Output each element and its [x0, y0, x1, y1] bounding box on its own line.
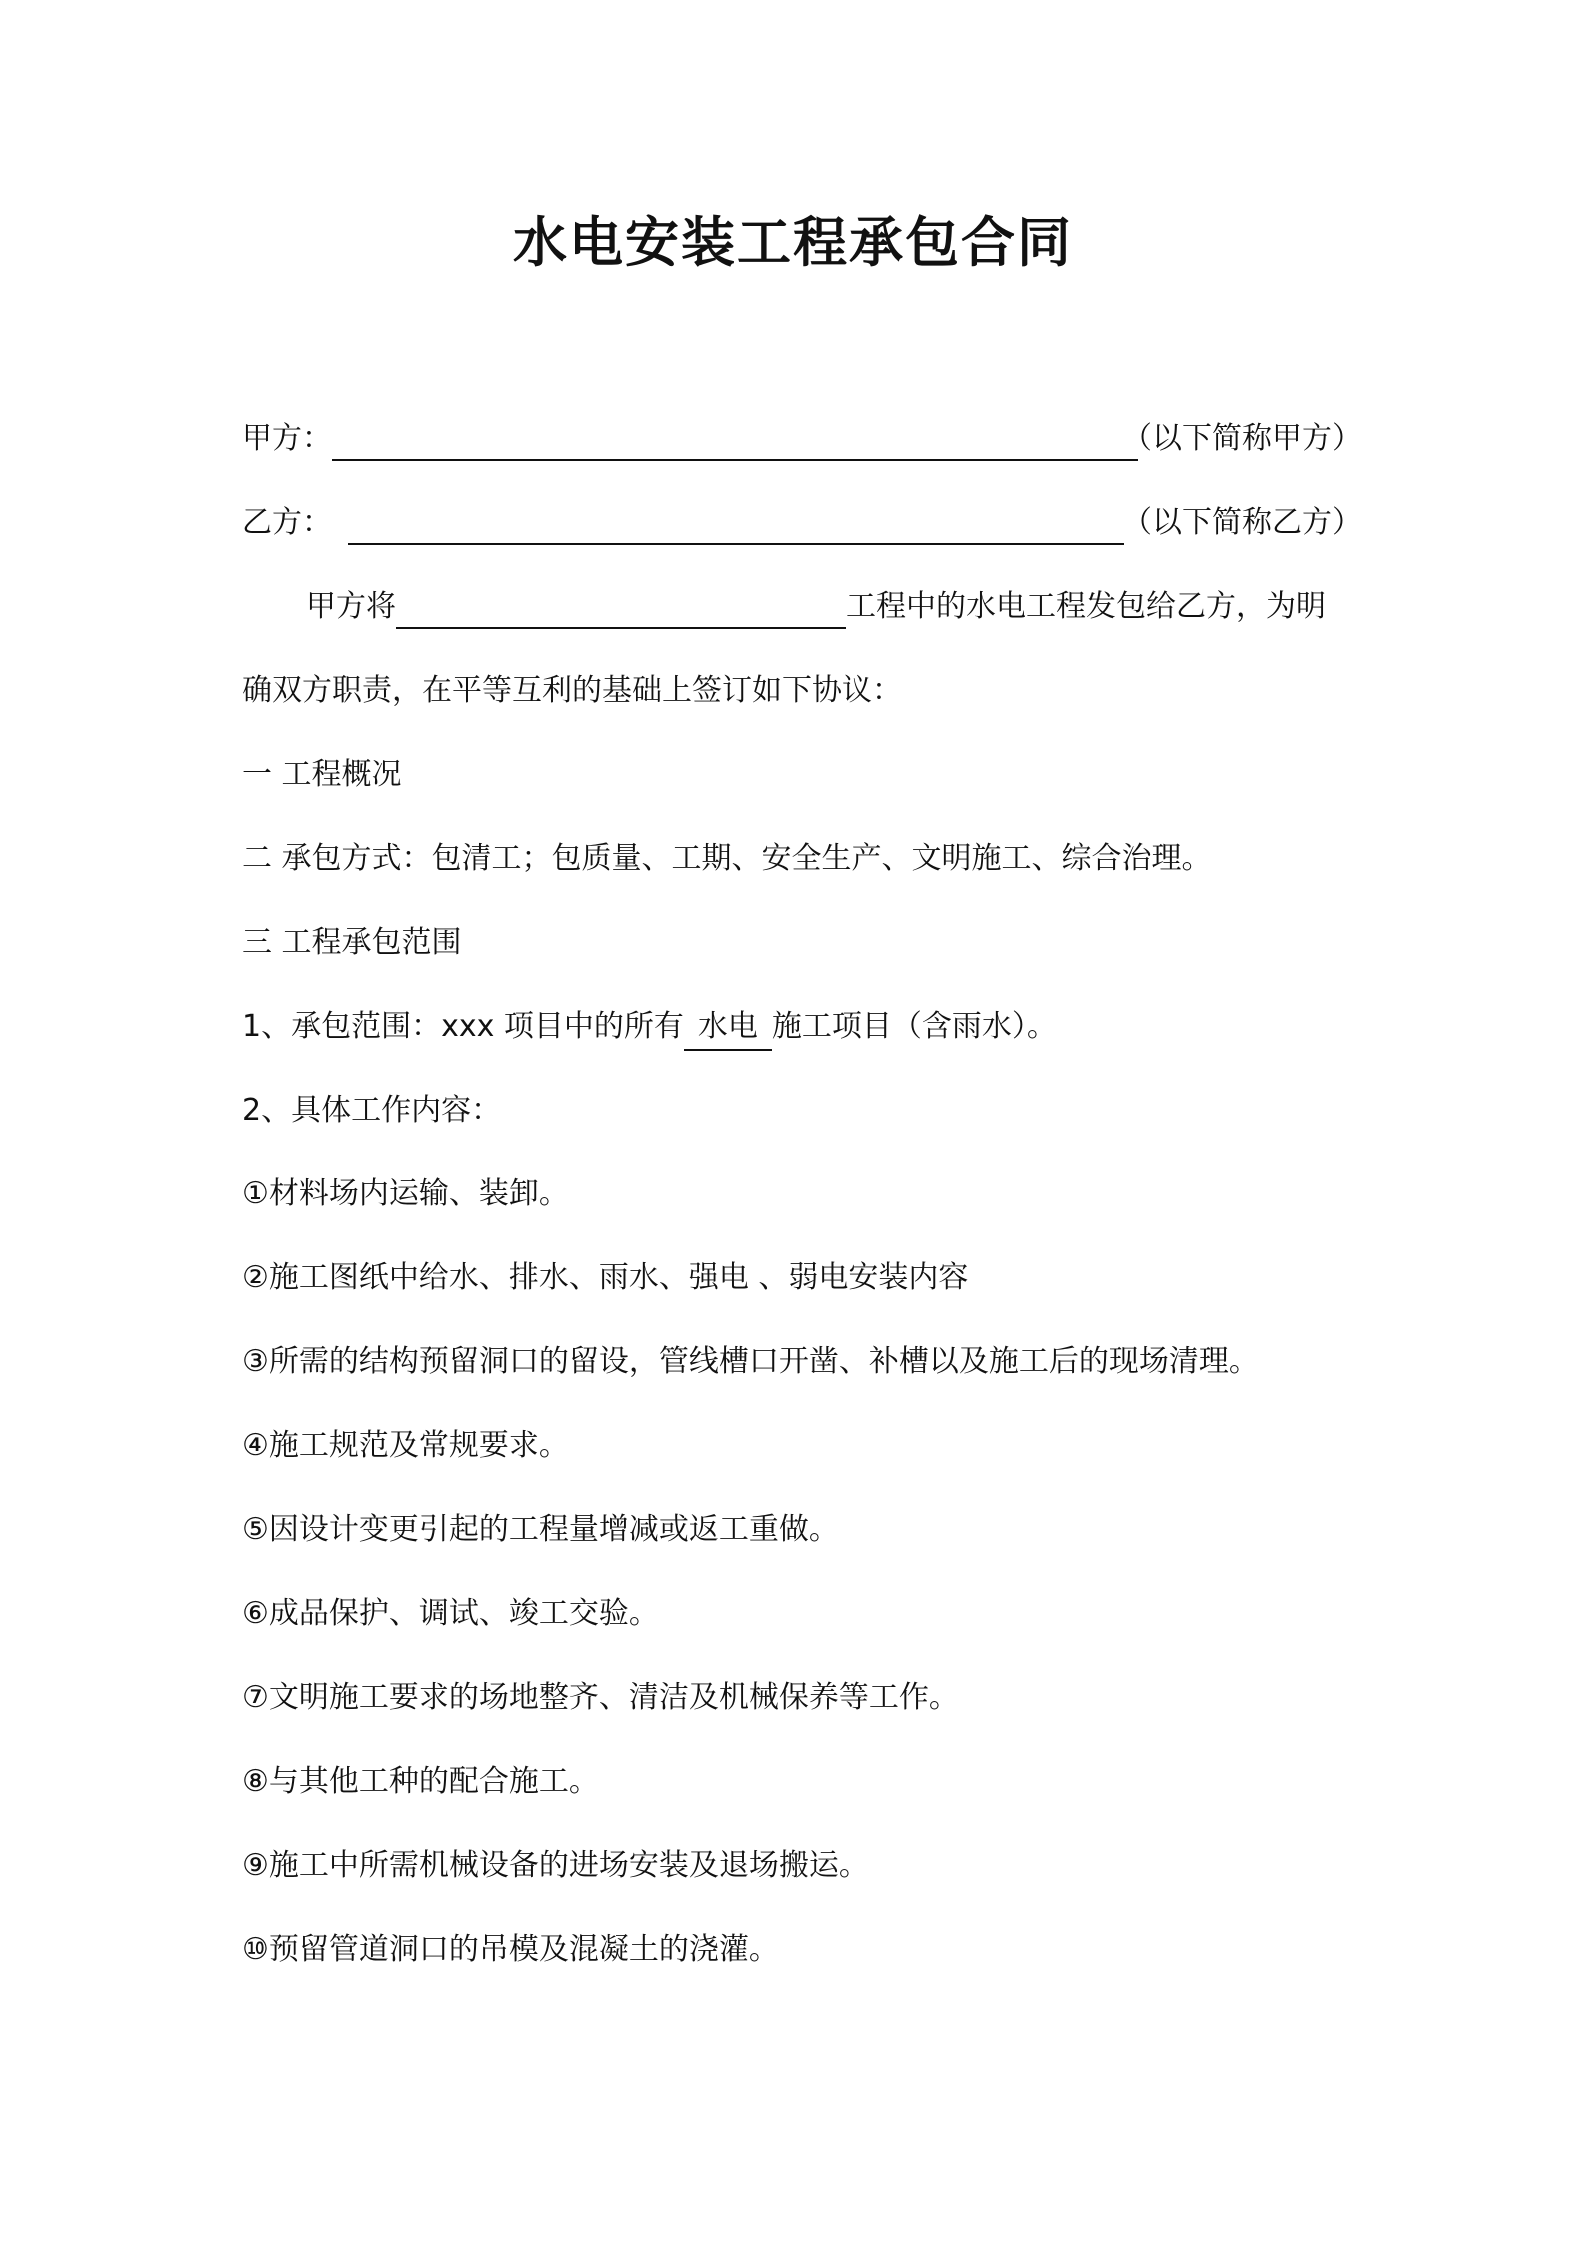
scope-line — [242, 1005, 1057, 1051]
work-item: ⑩预留管道洞口的吊模及混凝土的浇灌。 — [242, 1932, 779, 1967]
work-item: ⑨施工中所需机械设备的进场安装及退场搬运。 — [242, 1848, 869, 1883]
party-a-blank-field[interactable] — [332, 423, 1138, 461]
page-title: 水电安装工程承包合同 — [513, 211, 1073, 274]
work-item: ③所需的结构预留洞口的留设，管线槽口开凿、补槽以及施工后的现场清理。 — [242, 1344, 1259, 1379]
scope-suffix: 施工项目（含雨水）。 — [771, 1009, 1057, 1044]
work-header: 2、具体工作内容： — [242, 1093, 502, 1128]
intro-prefix: 甲方将 — [306, 589, 396, 624]
scope-prefix: 1、承包范围：xxx 项目中的所有 — [242, 1009, 684, 1044]
work-item: ⑤因设计变更引起的工程量增减或返工重做。 — [242, 1512, 839, 1547]
party-a-label: 甲方： — [242, 421, 332, 456]
work-item: ⑧与其他工种的配合施工。 — [242, 1764, 599, 1799]
work-item: ⑥成品保护、调试、竣工交验。 — [242, 1596, 659, 1631]
section-2: 二 承包方式：包清工；包质量、工期、安全生产、文明施工、综合治理。 — [242, 841, 1212, 876]
intro-middle: 工程中的水电工程发包给乙方，为明 — [846, 589, 1326, 624]
intro-line-1 — [306, 585, 1326, 629]
work-item: ⑦文明施工要求的场地整齐、清洁及机械保养等工作。 — [242, 1680, 959, 1715]
party-b-blank-field[interactable] — [348, 507, 1124, 545]
work-item: ①材料场内运输、装卸。 — [242, 1176, 569, 1211]
project-name-blank-field[interactable] — [396, 591, 846, 629]
party-b-suffix: （以下简称乙方） — [1122, 505, 1362, 540]
work-item: ②施工图纸中给水、排水、雨水、强电 、弱电安装内容 — [242, 1260, 969, 1295]
work-item: ④施工规范及常规要求。 — [242, 1428, 569, 1463]
party-b-line — [242, 501, 1124, 545]
party-a-line — [242, 417, 1138, 461]
section-1: 一 工程概况 — [242, 757, 402, 792]
intro-line-2: 确双方职责，在平等互利的基础上签订如下协议： — [242, 673, 902, 708]
party-a-suffix: （以下简称甲方） — [1122, 421, 1362, 456]
party-b-label: 乙方： — [242, 505, 332, 540]
section-3: 三 工程承包范围 — [242, 925, 462, 960]
scope-filled-field[interactable]: 水电 — [684, 1005, 772, 1051]
